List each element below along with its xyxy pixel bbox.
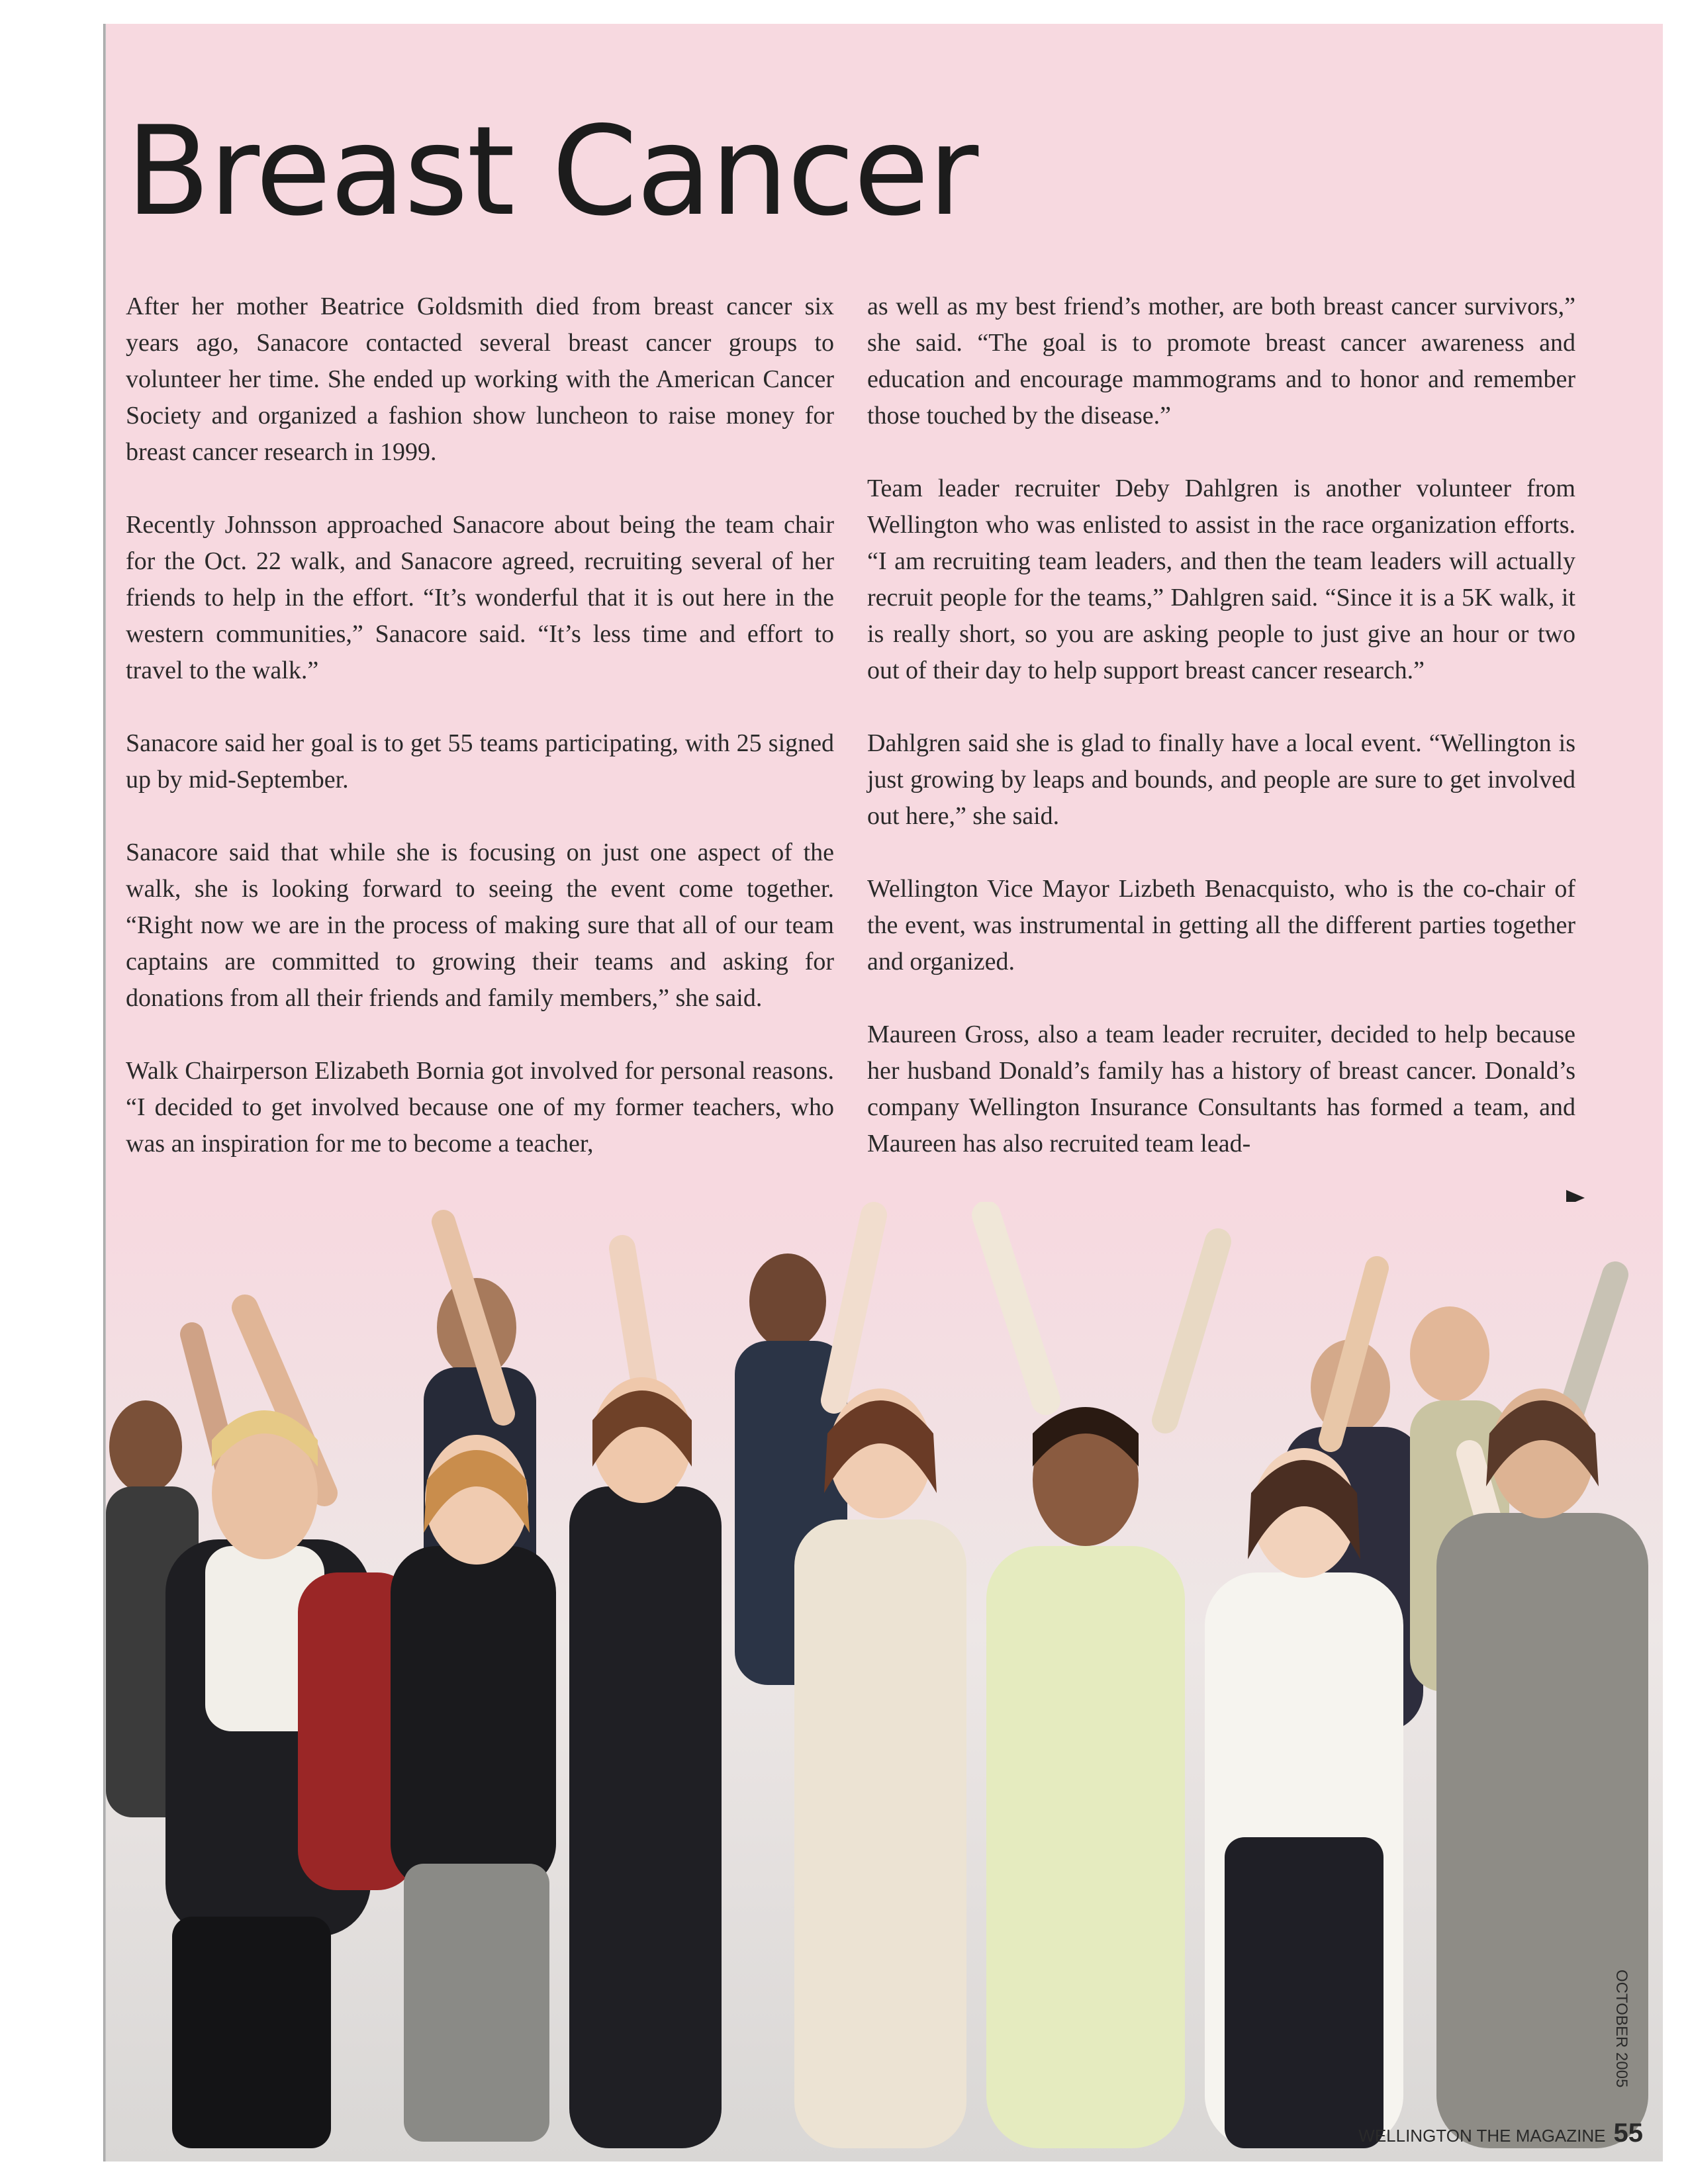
article-headline: Breast Cancer (126, 99, 978, 243)
magazine-name: WELLINGTON THE MAGAZINE (1358, 2126, 1606, 2146)
page-number: 55 (1613, 2118, 1643, 2148)
paragraph: Walk Chairperson Elizabeth Bornia got involved for personal reasons. “I decided to get involved because one of my former teachers, who was an inspiration for me to become a teacher, (126, 1057, 834, 1158)
magazine-page (106, 24, 1663, 2161)
page-footer (1358, 2118, 1643, 2148)
paragraph: Wellington Vice Mayor Lizbeth Benacquisto, who is the co-chair of the event, was instrumental in getting all the different parties together and organized. (867, 875, 1575, 976)
paragraph: Dahlgren said she is glad to finally have a local event. “Wellington is just growing by leaps and bounds, and people are sure to get involved out here,” she said. (867, 729, 1575, 830)
paragraph: Sanacore said that while she is focusing on just one aspect of the walk, she is looking forward to seeing the event come together. “Right now we are in the process of making sure that all of our team captains are committed to growing their teams and asking for donations from all their friends and family members,” she said. (126, 839, 834, 1012)
paragraph: as well as my best friend’s mother, are both breast cancer survivors,” she said. “The goal is to promote breast cancer awareness and education and encourage mammograms and to honor and remember those touched by the disease.” (867, 293, 1575, 430)
paragraph: After her mother Beatrice Goldsmith died from breast cancer six years ago, Sanacore contacted several breast cancer groups to volunteer her time. She ended up working with the American Cancer Society and organized a fashion show luncheon to raise money for breast cancer research in 1999. (126, 293, 834, 466)
right-text-column (867, 289, 1575, 1162)
paragraph: Maureen Gross, also a team leader recruiter, decided to help because her husband Donald’s family has a history of breast cancer. Donald’s company Wellington Insurance Consultants has formed a team, and Maureen has also recruited team lead- (867, 1021, 1575, 1158)
paragraph: Team leader recruiter Deby Dahlgren is another volunteer from Wellington who was enlisted to assist in the race organization efforts. “I am recruiting team leaders, and then the team leaders will actually recruit people for the teams,” Dahlgren said. “Since it is a 5K walk, it is really short, so you are asking people to just give an hour or two out of their day to help support breast cancer research.” (867, 475, 1575, 684)
paragraph: Sanacore said her goal is to get 55 teams participating, with 25 signed up by mid-September. (126, 729, 834, 794)
crowd-photo (106, 1202, 1663, 2161)
left-text-column (126, 289, 834, 1162)
paragraph: Recently Johnsson approached Sanacore about being the team chair for the Oct. 22 walk, and Sanacore agreed, recruiting several of her friends to help in the effort. “It’s wonderful that it is out here in the western communities,” Sanacore said. “It’s less time and effort to travel to the walk.” (126, 511, 834, 684)
issue-dateline: OCTOBER 2005 (1613, 1970, 1630, 2088)
